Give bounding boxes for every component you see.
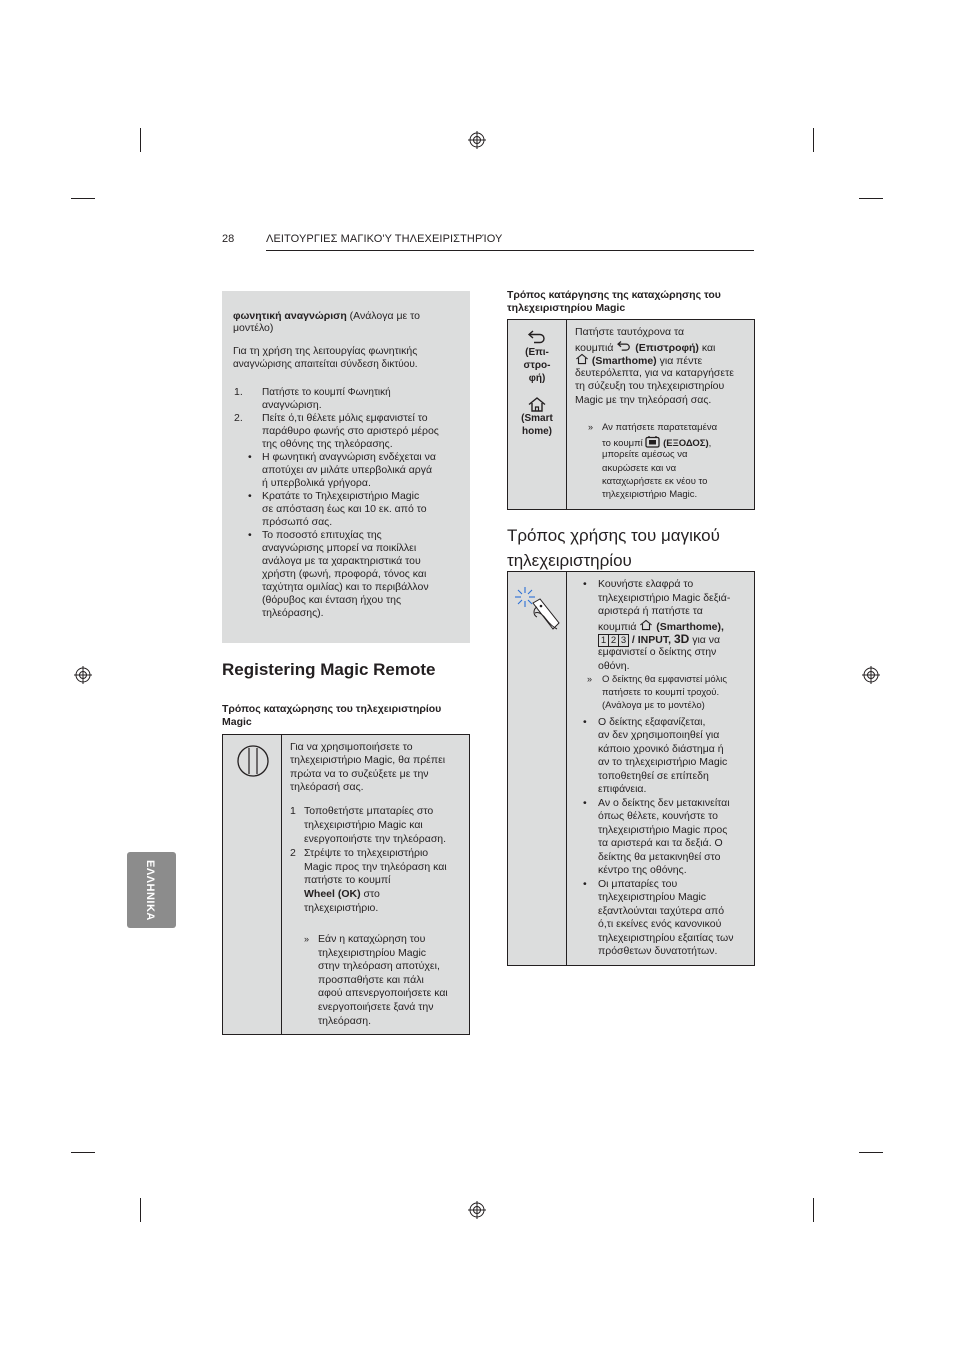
back-button-label: (Επιστροφή) (635, 342, 699, 354)
voice-heading-line2: μοντέλο) (233, 322, 274, 334)
dereg-note-line: ακυρώσετε και να (602, 463, 677, 474)
pointer-motion-icon (513, 585, 563, 633)
number-key-3: 3 (619, 634, 629, 647)
bullet-line: Κρατάτε το Τηλεχειριστήριο Magic (262, 490, 420, 502)
usage-icon-cell (508, 572, 567, 966)
crop-mark (813, 1198, 814, 1222)
reg-note-line: αφού απενεργοποιήσετε και (318, 987, 448, 999)
wheel-ok-label: Wheel (OK) (304, 888, 361, 900)
usage-line: Ο δείκτης εξαφανίζεται, (598, 716, 706, 728)
deregister-table (507, 319, 755, 510)
reg-step-line: ενεργοποιήστε την τηλεόραση. (304, 833, 447, 845)
step-number: 2. (234, 412, 243, 424)
reg-note-line: Εάν η καταχώρηση του (318, 933, 426, 945)
voice-heading-bold: φωνητική αναγνώριση (233, 310, 347, 322)
bullet-line: ανάλογα με τα χαρακτηριστικά του (262, 555, 421, 567)
3d-key-label: 3D (673, 632, 690, 646)
smart-home-icon (575, 353, 589, 365)
reg-note-line: ενεργοποιήσετε ξανά την (318, 1001, 434, 1013)
registration-mark-icon (468, 131, 486, 149)
crop-mark (71, 1152, 95, 1153)
reg-step-line: Magic προς την τηλεόραση και (304, 861, 447, 873)
voice-recognition-box (222, 291, 470, 643)
back-icon-label-line: φή) (528, 373, 546, 384)
registering-text-cell (282, 735, 470, 1035)
usage-line: τηλεχειριστηρίου Magic (598, 891, 707, 903)
step-line: Πατήστε το κουμπί Φωνητική (262, 387, 391, 398)
usage-line: τηλεχειριστήριο Magic προς (598, 824, 728, 836)
reg-intro-line: πρώτα να το συζεύξετε με την (290, 768, 429, 780)
usage-note-line: Ο δείκτης θα εμφανιστεί μόλις (602, 674, 727, 685)
dereg-line: Magic με την τηλεόρασή σας. (575, 394, 712, 406)
registering-subtitle: Τρόπος καταχώρησης του τηλεχειριστηρίου (222, 703, 442, 715)
reg-step-line: τηλεχειριστήριο. (304, 902, 379, 914)
usage-line-part: για να (689, 634, 721, 646)
crop-mark (859, 1152, 883, 1153)
dereg-note-part: το κουμπί (602, 438, 646, 449)
reg-step-number: 2 (290, 847, 296, 859)
reg-step-rest: στο (360, 888, 380, 900)
running-header: ΛΕΙΤΟΥΡΓΙΕΣ ΜΑΓΙΚΟ'Υ ΤΗΛΕΧΕΙΡΙΣΤΗΡΊΟΥ (266, 233, 503, 245)
bullet-dot: • (583, 578, 587, 590)
step-number: 1. (234, 386, 243, 398)
crop-mark (813, 128, 814, 152)
usage-line: τηλεχειριστήριο Magic δεξιά- (598, 592, 731, 604)
reg-note-line: τηλεχειριστηρίου Magic (318, 947, 427, 959)
usage-line: εμφανιστεί ο δείκτης στην (598, 646, 717, 658)
bullet-dot: • (583, 878, 587, 890)
step-line: αναγνώριση. (262, 399, 322, 411)
crop-mark (140, 1198, 141, 1222)
bullet-dot: • (248, 451, 252, 463)
reg-intro-line: τηλεχειριστήριο Magic, θα πρέπει (290, 754, 446, 766)
section-title-usage (507, 523, 720, 573)
dereg-line-part: για πέντε (656, 355, 703, 367)
language-tab (127, 852, 176, 928)
input-label: / INPUT, (631, 634, 672, 646)
usage-line: δείκτης θα μετακινηθεί στο (598, 851, 721, 863)
usage-note-line: (Ανάλογα με το μοντέλο) (602, 700, 705, 711)
registering-icon-cell (223, 735, 282, 1035)
back-icon-label-line: στρο- (523, 360, 551, 371)
usage-line-part: κουμπιά (598, 621, 640, 633)
usage-line: κέντρο της οθόνης. (598, 864, 687, 876)
back-icon-label-line: (Επι- (525, 347, 549, 358)
usage-line: αν δεν χρησιμοποιηθεί για (598, 729, 720, 741)
smart-home-icon-label (508, 412, 566, 438)
usage-line: όπως θέλετε, κουνήστε το (598, 810, 718, 822)
dereg-note-line: καταχωρήσετε εκ νέου το (602, 476, 708, 487)
smarthome-label: (Smarthome), (656, 621, 724, 633)
crop-mark (140, 128, 141, 152)
dereg-note-line: μπορείτε αμέσως να (602, 449, 688, 460)
step-line: παράθυρο φωνής στο αριστερό μέρος (262, 425, 439, 437)
usage-line: Κουνήστε ελαφρά το (598, 578, 694, 590)
bullet-line: αναγνώρισης μπορεί να ποικίλλει (262, 542, 417, 554)
note-marker: » (587, 674, 593, 684)
reg-note-line: στην τηλεόραση αποτύχει, (318, 960, 440, 972)
bullet-line: Το ποσοστό επιτυχίας της (262, 529, 382, 541)
exit-button-label: (ΕΞΟΔΟΣ) (663, 438, 709, 449)
note-marker: » (304, 934, 310, 944)
dereg-note-line: τηλεχειριστήριο Magic. (602, 489, 698, 500)
smart-home-icon (639, 619, 653, 631)
registration-mark-icon (468, 1201, 486, 1219)
dereg-line-part: και (698, 342, 716, 354)
crop-mark (859, 198, 883, 199)
step-line: της οθόνης της τηλεόρασης. (262, 438, 393, 450)
bullet-line: Η φωνητική αναγνώριση ενδέχεται να (262, 451, 437, 463)
crop-mark (71, 198, 95, 199)
bullet-line: χρήστη (φωνή, προφορά, τόνος και (262, 568, 427, 580)
reg-step-line: τηλεχειριστήριο Magic και (304, 819, 423, 831)
wheel-button-icon (236, 744, 270, 778)
reg-step-number: 1 (290, 805, 296, 817)
page-number: 28 (222, 233, 235, 245)
reg-intro-line: τηλεόρασή σας. (290, 781, 364, 793)
bullet-line: τηλεόρασης). (262, 607, 324, 619)
usage-title-line: Τρόπος χρήσης του μαγικού (507, 526, 720, 545)
bullet-line: ή υπερβολικά γρήγορα. (262, 477, 371, 489)
dereg-line: δευτερόλεπτα, για να καταργήσετε (575, 367, 734, 379)
usage-note-line: πατήσετε το κουμπί τροχού. (602, 687, 720, 698)
language-tab-label: ΕΛΛΗΝΙΚΑ (144, 860, 156, 921)
bullet-line: αποτύχει αν μιλάτε υπερβολικά αργά (262, 464, 433, 476)
bullet-dot: • (583, 716, 587, 728)
usage-line: τοποθετηθεί σε επίπεδη (598, 770, 709, 782)
back-icon-label (508, 346, 566, 385)
reg-note-line: τηλεόραση. (318, 1015, 372, 1027)
usage-text-cell (567, 572, 755, 966)
bullet-dot: • (583, 797, 587, 809)
registering-subtitle: Magic (222, 716, 252, 728)
header-rule (266, 250, 754, 251)
bullet-line: πρόσωπό σας. (262, 516, 333, 528)
usage-line: Οι μπαταρίες του (598, 878, 678, 890)
usage-line: αν το τηλεχειριστήριο Magic (598, 756, 728, 768)
dereg-line-part: κουμπιά (575, 342, 617, 354)
note-marker: » (588, 422, 594, 432)
bullet-line: (θόρυβος και ένταση ήχου της (262, 594, 402, 606)
deregister-subtitle: Τρόπος κατάργησης της καταχώρησης του (507, 289, 721, 301)
reg-step-line: Στρέψτε το τηλεχειριστήριο (304, 847, 429, 859)
exit-button-icon (645, 435, 660, 448)
usage-line: τα αριστερά και τα δεξιά. Ο (598, 837, 723, 849)
smarthome-label: (Smarthome) (591, 355, 657, 367)
usage-line: κάποιο χρονικό διάστημα ή (598, 743, 724, 755)
reg-note-line: προσπαθήστε και πάλι (318, 974, 424, 986)
reg-step-line: Τοποθετήστε μπαταρίες στο (304, 805, 434, 817)
deregister-text-cell (567, 320, 755, 510)
section-title-registering: Registering Magic Remote (222, 660, 436, 679)
deregister-icon-cell (508, 320, 567, 510)
smart-home-icon (527, 396, 547, 413)
back-button-icon (616, 340, 632, 352)
smart-home-label-line: (Smart (521, 413, 553, 424)
dereg-line: Πατήστε ταυτόχρονα τα (575, 326, 685, 338)
registration-mark-icon (862, 666, 880, 684)
voice-intro-line: αναγνώρισης απαιτείται σύνδεση δικτύου. (233, 359, 418, 370)
number-key-2: 2 (609, 634, 619, 647)
reg-intro-line: Για να χρησιμοποιήσετε το (290, 741, 413, 753)
deregister-subtitle: τηλεχειριστηρίου Magic (507, 302, 626, 314)
bullet-line: ταχύτητα ομιλίας) και το περιβάλλον (262, 581, 429, 593)
reg-step-line (304, 888, 380, 902)
usage-title-line: τηλεχειριστηρίου (507, 551, 632, 570)
usage-line: Αν ο δείκτης δεν μετακινείται (598, 797, 730, 809)
reg-step-line: πατήστε το κουμπί (304, 874, 391, 886)
usage-table (507, 571, 755, 966)
usage-line: οθόνη. (598, 660, 630, 672)
bullet-dot: • (248, 529, 252, 541)
usage-line: ό,τι εκείνες ενός κανονικού (598, 918, 722, 930)
smart-home-label-line: home) (522, 426, 552, 437)
dereg-line: τη σύζευξη του τηλεχειριστηρίου (575, 380, 725, 392)
dereg-note-line: Αν πατήσετε παρατεταμένα (602, 422, 718, 433)
bullet-line: σε απόσταση έως και 10 εκ. από το (262, 503, 427, 515)
dereg-note-part: , (708, 438, 712, 449)
voice-intro-line: Για τη χρήση της λειτουργίας φωνητικής (233, 345, 418, 357)
step-line: Πείτε ό,τι θέλετε μόλις εμφανιστεί το (262, 412, 428, 424)
usage-line: αριστερά ή πατήστε τα (598, 605, 703, 617)
usage-line: επιφάνεια. (598, 783, 647, 795)
usage-line: πρόσθετων δυνατοτήτων. (598, 945, 718, 957)
usage-line: εξαντλούνται ταχύτερα από (598, 905, 725, 917)
registration-mark-icon (74, 666, 92, 684)
bullet-dot: • (248, 490, 252, 502)
back-button-icon (527, 329, 547, 345)
voice-heading-rest: (Ανάλογα με το (346, 310, 420, 322)
registering-table (222, 734, 470, 1035)
number-key-1: 1 (598, 634, 609, 647)
usage-line: τηλεχειριστηρίου εξαιτίας των (598, 932, 734, 944)
